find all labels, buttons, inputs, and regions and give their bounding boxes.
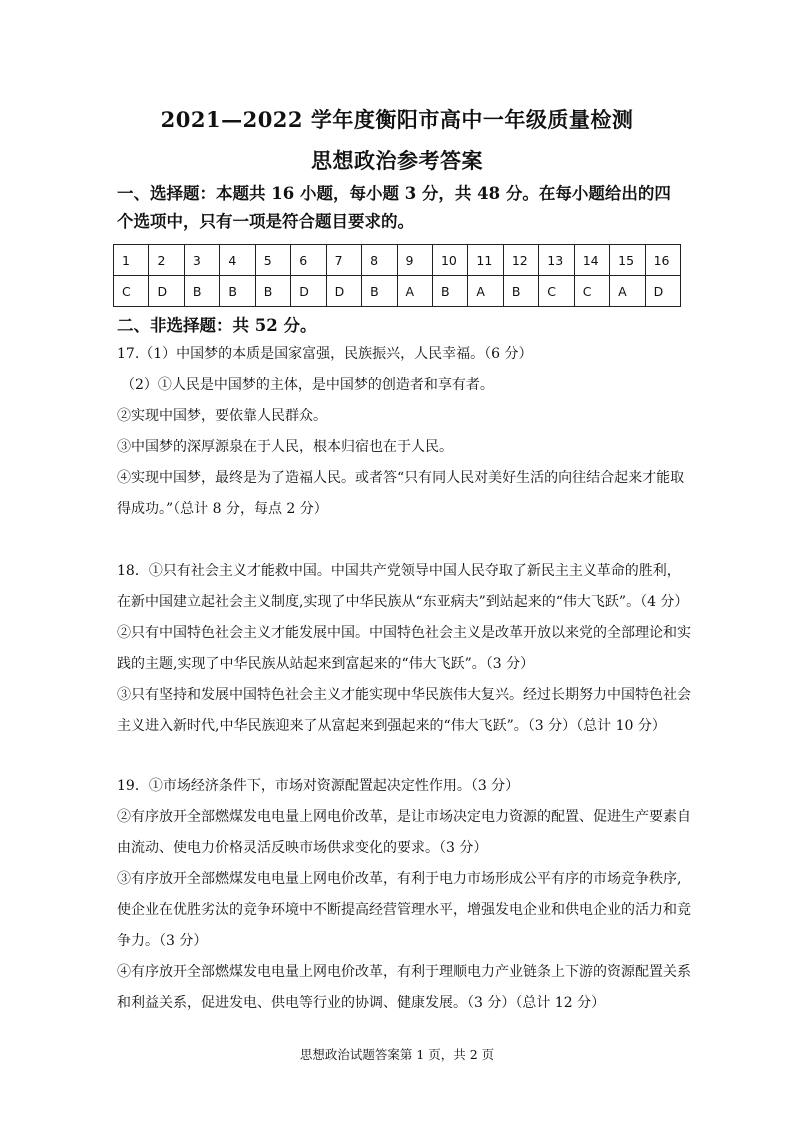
- answer-cell: A: [610, 276, 645, 307]
- answer-cell: B: [220, 276, 255, 307]
- answer-line: ③中国梦的深厚源泉在于人民，根本归宿也在于人民。: [117, 439, 453, 455]
- answer-cell: D: [645, 276, 680, 307]
- answer-table-number-row: [114, 245, 681, 276]
- answer-line: ②有序放开全部燃煤发电电量上网电价改革，是让市场决定电力资源的配置、促进生产要素自由流动、使电力价格灵活反映市场供求变化的要求。（3 分）: [117, 809, 691, 856]
- question-number-cell: 14: [574, 245, 609, 276]
- page-footer: 思想政治试题答案第 1 页，共 2 页: [299, 1047, 495, 1062]
- answer-cell: B: [255, 276, 290, 307]
- answer-cell: C: [114, 276, 149, 307]
- answer-line: 18．①只有社会主义才能救中国。中国共产党领导中国人民夺取了新民主主义革命的胜利，在新中国建立起社会主义制度,实现了中华民族从“东亚病夫”到站起来的“伟大飞跃”。（4 分）: [117, 563, 689, 610]
- answer-line: ④实现中国梦，最终是为了造福人民。或者答“只有同人民对美好生活的向往结合起来才能取得成功。”（总计 8 分，每点 2 分）: [117, 470, 685, 517]
- question-number-cell: 10: [432, 245, 467, 276]
- question-number-cell: 15: [610, 245, 645, 276]
- question-number-cell: 2: [149, 245, 184, 276]
- question-number-cell: 4: [220, 245, 255, 276]
- answer-cell: D: [326, 276, 361, 307]
- answer-cell: C: [539, 276, 574, 307]
- answer-cell: B: [362, 276, 397, 307]
- answer-line: 17.（1）中国梦的本质是国家富强，民族振兴，人民幸福。（6 分）: [117, 346, 533, 362]
- answer-table: [113, 244, 681, 307]
- section1-heading: 一、选择题：本题共 16 小题，每小题 3 分，共 48 分。在每小题给出的四个选项中，只有一项是符合题目要求的。: [117, 184, 671, 231]
- question-number-cell: 5: [255, 245, 290, 276]
- question-number-cell: 9: [397, 245, 432, 276]
- question-number-cell: 12: [503, 245, 538, 276]
- question-number-cell: 1: [114, 245, 149, 276]
- question-number-cell: 16: [645, 245, 680, 276]
- answer-line: ③有序放开全部燃煤发电电量上网电价改革，有利于电力市场形成公平有序的市场竞争秩序,使企业在优胜劣汰的竞争环境中不断提高经营管理水平，增强发电企业和供电企业的活力和竞争力。（3 分）: [117, 871, 691, 949]
- question-18-answer: [117, 556, 692, 742]
- question-number-cell: 3: [184, 245, 219, 276]
- answer-cell: B: [432, 276, 467, 307]
- question-number-cell: 8: [362, 245, 397, 276]
- page-title: 2021—2022 学年度衡阳市高中一年级质量检测: [160, 107, 634, 132]
- answer-cell: D: [149, 276, 184, 307]
- answer-cell: B: [184, 276, 219, 307]
- answer-cell: D: [291, 276, 326, 307]
- answer-cell: A: [468, 276, 503, 307]
- question-19-answer: [117, 771, 692, 1019]
- answer-line: ③只有坚持和发展中国特色社会主义才能实现中华民族伟大复兴。经过长期努力中国特色社会主义进入新时代,中华民族迎来了从富起来到强起来的“伟大飞跃”。（3 分）（总计 10 分）: [117, 687, 691, 734]
- page-subtitle: 思想政治参考答案: [311, 148, 483, 173]
- answer-line: （2）①人民是中国梦的主体，是中国梦的创造者和享有者。: [121, 377, 494, 393]
- answer-line: ④有序放开全部燃煤发电电量上网电价改革，有利于理顺电力产业链条上下游的资源配置关系和利益关系，促进发电、供电等行业的协调、健康发展。（3 分）（总计 12 分）: [117, 964, 691, 1011]
- question-number-cell: 11: [468, 245, 503, 276]
- question-number-cell: 7: [326, 245, 361, 276]
- question-17-answer: [117, 339, 692, 525]
- answer-cell: B: [503, 276, 538, 307]
- answer-cell: C: [574, 276, 609, 307]
- answer-line: ②实现中国梦，要依靠人民群众。: [117, 408, 327, 424]
- question-number-cell: 6: [291, 245, 326, 276]
- answer-table-answer-row: [114, 276, 681, 307]
- question-number-cell: 13: [539, 245, 574, 276]
- answer-line: 19．①市场经济条件下，市场对资源配置起决定性作用。（3 分）: [117, 778, 520, 794]
- answer-line: ②只有中国特色社会主义才能发展中国。中国特色社会主义是改革开放以来党的全部理论和实践的主题,实现了中华民族从站起来到富起来的“伟大飞跃”。（3 分）: [117, 625, 691, 672]
- answer-cell: A: [397, 276, 432, 307]
- section2-heading: 二、非选择题：共 52 分。: [117, 316, 317, 335]
